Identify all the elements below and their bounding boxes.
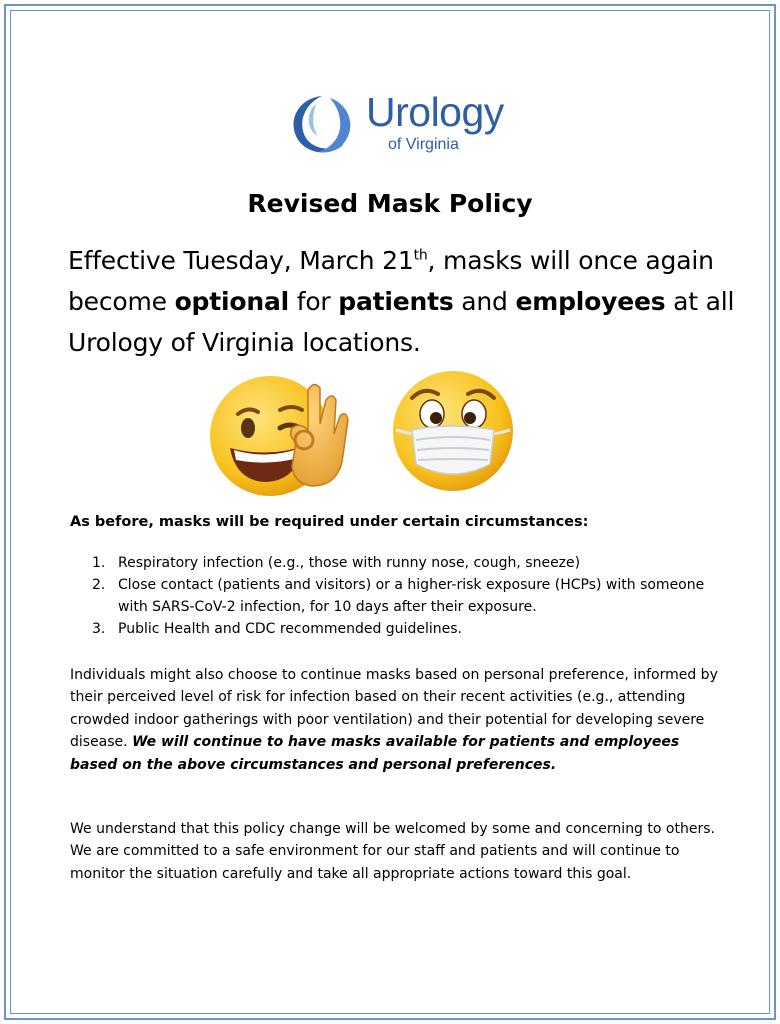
list-text: Public Health and CDC recommended guidelines.: [118, 621, 462, 637]
circumstances-list: [92, 552, 732, 640]
face-with-mask-emoji-icon: [390, 368, 516, 494]
closing-paragraph: We understand that this policy change will be welcomed by some and concerning to others. We are committed to a safe environment for our staff and patients and will continue to monitor the situation carefully and take all appropriate actions toward this goal.: [70, 821, 715, 882]
lead-superscript: th: [413, 247, 428, 264]
list-number: 3.: [92, 621, 106, 637]
list-text: Close contact (patients and visitors) or a higher-risk exposure (HCPs) with someone with SARS-CoV-2 infection, for 10 days after their exposure.: [118, 577, 705, 615]
personal-preference-paragraph: [70, 664, 720, 776]
list-number: 2.: [92, 577, 106, 593]
lead-part5: at all Urology of Virginia locations.: [68, 287, 735, 357]
section-heading: As before, masks will be required under certain circumstances:: [70, 514, 589, 530]
paragraph1-emphasis: We will continue to have masks available for patients and employees based on the above circumstances and personal preferences.: [70, 734, 680, 773]
urology-of-virginia-logo: [282, 90, 522, 162]
lead-patients: patients: [338, 287, 454, 316]
list-item: [92, 574, 732, 618]
lead-part1: Effective Tuesday, March 21: [68, 246, 414, 275]
lead-employees: employees: [515, 287, 666, 316]
lead-optional: optional: [174, 287, 289, 316]
logo-name: Urology: [366, 89, 504, 135]
list-item: [92, 618, 732, 640]
lead-statement: [68, 240, 748, 363]
lead-part3: for: [288, 287, 339, 316]
ok-hand-emoji-icon: [208, 370, 356, 500]
logo-subtitle: of Virginia: [388, 136, 459, 153]
list-text: Respiratory infection (e.g., those with runny nose, cough, sneeze): [118, 555, 581, 571]
lead-part4: and: [453, 287, 516, 316]
lead-part2: , masks will once again become: [68, 246, 714, 316]
logo-swirl-icon: [282, 90, 362, 162]
paragraph1-text: Individuals might also choose to continue masks based on personal preference, informed by their perceived level of risk for infection based on their recent activities (e.g., attending crowded indoor gatherings with poor ventilation) and their potential for developing severe disease.: [70, 667, 718, 751]
page-title: Revised Mask Policy: [247, 189, 533, 218]
list-number: 1.: [92, 555, 106, 571]
list-item: [92, 552, 732, 574]
